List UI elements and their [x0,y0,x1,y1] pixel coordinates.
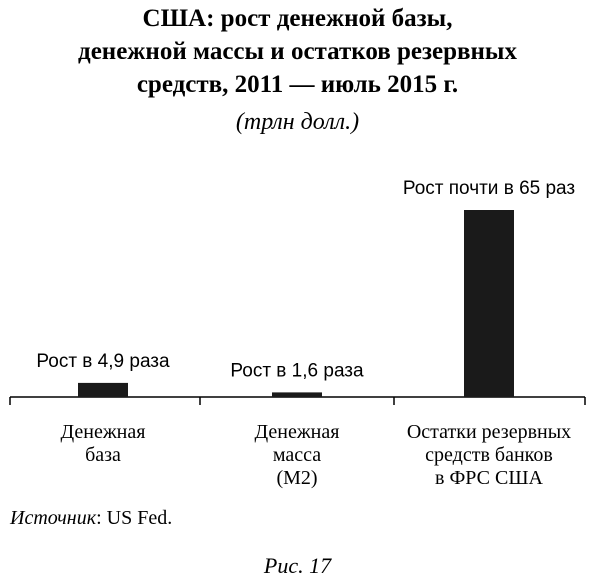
category-label-1-line-2: (М2) [276,467,318,489]
chart-title-line-3: средств, 2011 — июль 2015 г. [136,71,459,98]
figure-caption: Рис. 17 [263,553,332,578]
bar-0 [78,383,128,397]
bar-2 [464,210,514,397]
category-label-0-line-1: база [85,444,121,466]
source-note [10,505,172,531]
chart-title-line-1: США: рост денежной базы, [142,5,453,32]
category-label-2-line-2: в ФРС США [435,467,543,489]
category-label-1-line-0: Денежная [254,421,340,443]
source-text: : US Fed. [96,507,173,529]
category-label-2-line-1: средств банков [425,444,553,466]
chart-title-line-2: денежной массы и остатков резервных [78,38,517,65]
bar-annotation-0: Рост в 4,9 раза [36,350,170,372]
source-label: Источник [10,507,97,529]
chart-unit-subtitle: (трлн долл.) [235,109,360,135]
bar-annotation-1: Рост в 1,6 раза [230,360,364,382]
bar-1 [272,392,322,397]
category-label-2-line-0: Остатки резервных [406,421,572,443]
category-label-1-line-1: масса [272,444,322,466]
category-label-0-line-0: Денежная [60,421,146,443]
bar-annotation-2: Рост почти в 65 раз [402,178,576,199]
